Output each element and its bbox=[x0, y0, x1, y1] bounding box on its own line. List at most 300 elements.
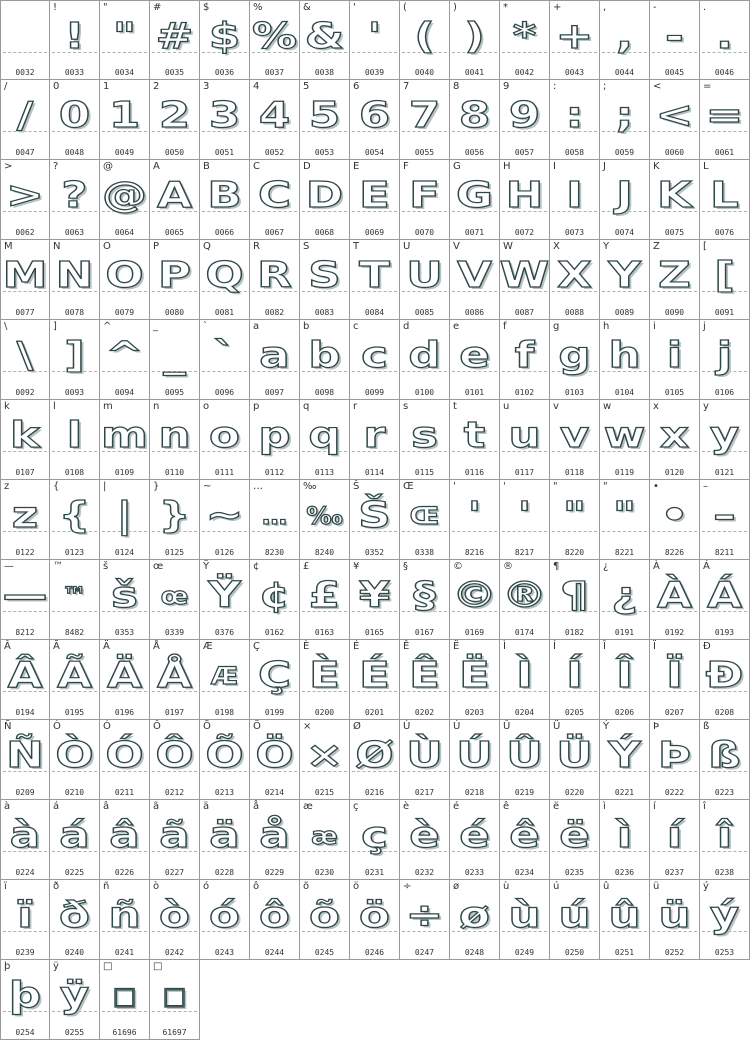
glyph-cell[interactable] bbox=[400, 400, 450, 480]
glyph-cell[interactable] bbox=[50, 800, 100, 880]
character-label: x bbox=[653, 401, 659, 412]
glyph-cell[interactable] bbox=[500, 720, 550, 800]
glyph-preview: Ó bbox=[105, 735, 144, 776]
character-code: 8212 bbox=[15, 628, 35, 637]
glyph-cell[interactable] bbox=[250, 480, 300, 560]
glyph-cell[interactable] bbox=[400, 800, 450, 880]
glyph-cell[interactable] bbox=[650, 400, 700, 480]
glyph-cell[interactable] bbox=[350, 400, 400, 480]
glyph-cell[interactable] bbox=[0, 160, 50, 240]
character-code: 0251 bbox=[614, 948, 635, 957]
glyph-cell[interactable] bbox=[200, 880, 250, 960]
glyph-cell[interactable] bbox=[150, 720, 200, 800]
character-code: 0032 bbox=[15, 68, 35, 77]
glyph-cell[interactable] bbox=[150, 640, 200, 720]
character-label: ^ bbox=[103, 321, 112, 332]
glyph-cell[interactable] bbox=[500, 80, 550, 160]
glyph-preview: = bbox=[705, 95, 744, 136]
character-label: ñ bbox=[103, 881, 110, 892]
glyph-cell[interactable] bbox=[450, 800, 500, 880]
glyph-cell[interactable] bbox=[200, 80, 250, 160]
character-code: 0077 bbox=[15, 308, 35, 317]
glyph-cell[interactable] bbox=[200, 320, 250, 400]
glyph-cell[interactable] bbox=[650, 160, 700, 240]
character-label: £ bbox=[303, 561, 310, 572]
glyph-cell[interactable] bbox=[450, 160, 500, 240]
glyph-cell[interactable] bbox=[350, 560, 400, 640]
glyph-cell[interactable] bbox=[550, 800, 600, 880]
glyph-cell[interactable] bbox=[200, 160, 250, 240]
glyph-preview: 8 bbox=[458, 95, 491, 136]
character-label: 9 bbox=[503, 81, 510, 92]
glyph-cell[interactable] bbox=[550, 320, 600, 400]
character-label: ä bbox=[203, 801, 210, 812]
glyph-cell[interactable] bbox=[100, 400, 150, 480]
character-code: 0069 bbox=[364, 228, 385, 237]
glyph-cell[interactable] bbox=[500, 640, 550, 720]
glyph-preview: Î bbox=[616, 655, 633, 696]
glyph-cell[interactable] bbox=[0, 240, 50, 320]
character-code: 0124 bbox=[114, 548, 135, 557]
glyph-cell[interactable] bbox=[250, 400, 300, 480]
glyph-preview: { bbox=[58, 495, 91, 536]
character-code: 0193 bbox=[714, 628, 735, 637]
glyph-cell[interactable] bbox=[650, 880, 700, 960]
glyph-cell[interactable] bbox=[0, 640, 50, 720]
glyph-cell[interactable] bbox=[300, 80, 350, 160]
glyph-cell[interactable] bbox=[150, 160, 200, 240]
glyph-cell[interactable] bbox=[400, 560, 450, 640]
glyph-cell[interactable] bbox=[250, 640, 300, 720]
glyph-cell[interactable] bbox=[50, 0, 100, 80]
glyph-cell[interactable] bbox=[100, 160, 150, 240]
glyph-cell[interactable] bbox=[500, 0, 550, 80]
glyph-preview: Õ bbox=[205, 735, 244, 776]
glyph-cell[interactable] bbox=[550, 240, 600, 320]
character-label: U bbox=[403, 241, 411, 252]
glyph-cell[interactable] bbox=[700, 720, 750, 800]
character-code: 0090 bbox=[664, 308, 685, 317]
character-label: Y bbox=[603, 241, 610, 252]
glyph-cell[interactable] bbox=[600, 640, 650, 720]
glyph-cell[interactable] bbox=[0, 80, 50, 160]
glyph-cell[interactable] bbox=[650, 80, 700, 160]
glyph-cell[interactable] bbox=[450, 880, 500, 960]
character-label: E bbox=[353, 161, 360, 172]
glyph-preview: Ú bbox=[456, 735, 493, 776]
glyph-cell[interactable] bbox=[50, 880, 100, 960]
glyph-cell[interactable] bbox=[300, 320, 350, 400]
glyph-cell[interactable] bbox=[650, 640, 700, 720]
glyph-cell[interactable] bbox=[200, 640, 250, 720]
character-code: 0062 bbox=[15, 228, 35, 237]
glyph-cell[interactable] bbox=[700, 320, 750, 400]
glyph-cell[interactable] bbox=[700, 400, 750, 480]
glyph-preview: þ bbox=[8, 975, 42, 1016]
character-code: 0200 bbox=[314, 708, 335, 717]
character-label: è bbox=[403, 801, 410, 812]
character-code: 0209 bbox=[15, 788, 35, 797]
glyph-cell[interactable] bbox=[500, 240, 550, 320]
glyph-cell[interactable] bbox=[450, 0, 500, 80]
character-code: 0239 bbox=[15, 948, 35, 957]
glyph-cell[interactable] bbox=[400, 480, 450, 560]
character-label: □ bbox=[153, 961, 163, 972]
character-label: 7 bbox=[403, 81, 410, 92]
glyph-preview: æ bbox=[311, 822, 338, 850]
glyph-cell[interactable] bbox=[200, 720, 250, 800]
glyph-preview: N bbox=[55, 255, 94, 296]
character-label: Ì bbox=[503, 641, 506, 652]
glyph-preview: H bbox=[505, 175, 544, 216]
glyph-preview: P bbox=[157, 255, 191, 296]
character-label: k bbox=[4, 401, 10, 412]
glyph-cell[interactable] bbox=[350, 0, 400, 80]
glyph-cell[interactable] bbox=[50, 720, 100, 800]
character-label: 6 bbox=[353, 81, 360, 92]
glyph-cell[interactable] bbox=[400, 80, 450, 160]
glyph-cell[interactable] bbox=[350, 80, 400, 160]
glyph-cell[interactable] bbox=[250, 880, 300, 960]
glyph-cell[interactable] bbox=[0, 560, 50, 640]
glyph-cell[interactable] bbox=[50, 480, 100, 560]
character-code: 0174 bbox=[514, 628, 535, 637]
glyph-preview: w bbox=[603, 415, 646, 456]
character-code: 0051 bbox=[214, 148, 235, 157]
character-label: d bbox=[403, 321, 410, 332]
glyph-cell[interactable] bbox=[550, 480, 600, 560]
glyph-cell[interactable] bbox=[700, 560, 750, 640]
glyph-cell[interactable] bbox=[350, 800, 400, 880]
glyph-cell[interactable] bbox=[50, 400, 100, 480]
glyph-cell[interactable] bbox=[650, 560, 700, 640]
character-label: q bbox=[303, 401, 310, 412]
glyph-cell[interactable] bbox=[600, 0, 650, 80]
glyph-cell[interactable] bbox=[0, 0, 50, 80]
glyph-cell[interactable] bbox=[100, 240, 150, 320]
glyph-cell[interactable] bbox=[400, 240, 450, 320]
glyph-cell[interactable] bbox=[700, 800, 750, 880]
glyph-cell[interactable] bbox=[100, 560, 150, 640]
glyph-preview: ® bbox=[502, 575, 547, 616]
glyph-cell[interactable] bbox=[100, 80, 150, 160]
character-code: 0084 bbox=[364, 308, 385, 317]
character-label: ô bbox=[253, 881, 260, 892]
character-code: 0054 bbox=[364, 148, 385, 157]
glyph-cell[interactable] bbox=[100, 320, 150, 400]
glyph-cell[interactable] bbox=[200, 560, 250, 640]
glyph-cell[interactable] bbox=[300, 560, 350, 640]
glyph-cell[interactable] bbox=[500, 320, 550, 400]
glyph-cell[interactable] bbox=[400, 160, 450, 240]
glyph-preview: 5 bbox=[308, 95, 341, 136]
glyph-preview: l bbox=[66, 415, 83, 456]
character-code: 0049 bbox=[114, 148, 135, 157]
glyph-preview: & bbox=[304, 16, 345, 57]
glyph-cell[interactable] bbox=[450, 400, 500, 480]
glyph-cell[interactable] bbox=[700, 480, 750, 560]
glyph-cell[interactable] bbox=[550, 640, 600, 720]
character-label: 4 bbox=[253, 81, 260, 92]
glyph-cell[interactable] bbox=[100, 800, 150, 880]
character-code: 0043 bbox=[564, 68, 585, 77]
glyph-cell[interactable] bbox=[400, 320, 450, 400]
character-code: 0094 bbox=[114, 388, 135, 397]
glyph-cell[interactable] bbox=[0, 720, 50, 800]
glyph-cell[interactable] bbox=[50, 960, 100, 1040]
glyph-cell[interactable] bbox=[250, 800, 300, 880]
glyph-cell[interactable] bbox=[100, 880, 150, 960]
character-code: 0074 bbox=[614, 228, 635, 237]
character-code: 0075 bbox=[664, 228, 685, 237]
glyph-preview: ? bbox=[61, 175, 88, 216]
glyph-cell[interactable] bbox=[150, 960, 200, 1040]
glyph-cell[interactable] bbox=[350, 480, 400, 560]
glyph-cell[interactable] bbox=[600, 320, 650, 400]
character-label: Š bbox=[353, 481, 360, 492]
character-label: © bbox=[453, 561, 463, 572]
character-label: " bbox=[603, 481, 608, 492]
glyph-cell[interactable] bbox=[400, 0, 450, 80]
glyph-cell[interactable] bbox=[300, 640, 350, 720]
character-code: 8240 bbox=[314, 548, 335, 557]
character-label: ß bbox=[703, 721, 710, 732]
glyph-preview: ¥ bbox=[358, 575, 391, 616]
character-code: 0218 bbox=[464, 788, 485, 797]
glyph-cell[interactable] bbox=[250, 0, 300, 80]
glyph-cell[interactable] bbox=[350, 160, 400, 240]
glyph-cell[interactable] bbox=[50, 240, 100, 320]
glyph-cell[interactable] bbox=[50, 80, 100, 160]
glyph-cell[interactable] bbox=[250, 320, 300, 400]
glyph-cell[interactable] bbox=[700, 0, 750, 80]
glyph-cell[interactable] bbox=[400, 720, 450, 800]
glyph-cell[interactable] bbox=[0, 960, 50, 1040]
character-code: 0092 bbox=[15, 388, 35, 397]
character-code: 0112 bbox=[264, 468, 285, 477]
character-code: 8217 bbox=[514, 548, 535, 557]
glyph-cell[interactable] bbox=[200, 400, 250, 480]
glyph-cell[interactable] bbox=[450, 80, 500, 160]
character-code: 0214 bbox=[264, 788, 285, 797]
glyph-cell[interactable] bbox=[550, 160, 600, 240]
glyph-preview: □ bbox=[162, 982, 187, 1010]
glyph-cell[interactable] bbox=[500, 480, 550, 560]
glyph-cell[interactable] bbox=[450, 240, 500, 320]
glyph-cell[interactable] bbox=[650, 800, 700, 880]
glyph-cell[interactable] bbox=[150, 80, 200, 160]
glyph-cell[interactable] bbox=[650, 320, 700, 400]
glyph-cell[interactable] bbox=[550, 400, 600, 480]
character-label: – bbox=[703, 481, 708, 492]
glyph-cell[interactable] bbox=[350, 320, 400, 400]
glyph-cell[interactable] bbox=[250, 160, 300, 240]
glyph-cell[interactable] bbox=[300, 800, 350, 880]
glyph-preview: t bbox=[463, 415, 486, 456]
glyph-cell[interactable] bbox=[600, 880, 650, 960]
character-code: 0195 bbox=[64, 708, 85, 717]
character-label: × bbox=[303, 721, 312, 732]
glyph-cell[interactable] bbox=[300, 880, 350, 960]
glyph-cell[interactable] bbox=[450, 320, 500, 400]
character-label: n bbox=[153, 401, 160, 412]
glyph-cell[interactable] bbox=[350, 640, 400, 720]
character-code: 8211 bbox=[714, 548, 735, 557]
character-label: Ö bbox=[253, 721, 261, 732]
glyph-cell[interactable] bbox=[550, 80, 600, 160]
glyph-cell[interactable] bbox=[650, 480, 700, 560]
glyph-cell[interactable] bbox=[200, 480, 250, 560]
character-label: y bbox=[703, 401, 709, 412]
glyph-cell[interactable] bbox=[100, 480, 150, 560]
glyph-cell[interactable] bbox=[50, 560, 100, 640]
glyph-cell[interactable] bbox=[450, 480, 500, 560]
glyph-cell[interactable] bbox=[50, 320, 100, 400]
glyph-cell[interactable] bbox=[500, 800, 550, 880]
glyph-preview: Y bbox=[608, 255, 641, 296]
glyph-cell[interactable] bbox=[100, 960, 150, 1040]
character-code: 0192 bbox=[664, 628, 685, 637]
glyph-cell[interactable] bbox=[600, 480, 650, 560]
glyph-cell[interactable] bbox=[150, 400, 200, 480]
glyph-cell[interactable] bbox=[650, 720, 700, 800]
glyph-cell[interactable] bbox=[100, 640, 150, 720]
glyph-cell[interactable] bbox=[150, 800, 200, 880]
glyph-cell[interactable] bbox=[300, 720, 350, 800]
glyph-cell[interactable] bbox=[700, 80, 750, 160]
glyph-cell[interactable] bbox=[300, 160, 350, 240]
glyph-cell[interactable] bbox=[550, 720, 600, 800]
glyph-cell[interactable] bbox=[700, 160, 750, 240]
glyph-cell[interactable] bbox=[350, 880, 400, 960]
character-code: 0219 bbox=[514, 788, 535, 797]
character-code: 0235 bbox=[564, 868, 585, 877]
character-code: 0107 bbox=[15, 468, 35, 477]
glyph-cell[interactable] bbox=[500, 880, 550, 960]
character-code: 0067 bbox=[264, 228, 285, 237]
glyph-cell[interactable] bbox=[550, 560, 600, 640]
glyph-cell[interactable] bbox=[600, 240, 650, 320]
glyph-preview: É bbox=[359, 655, 390, 696]
glyph-preview: , bbox=[615, 16, 634, 57]
glyph-cell[interactable] bbox=[150, 880, 200, 960]
glyph-cell[interactable] bbox=[200, 800, 250, 880]
character-code: 0105 bbox=[664, 388, 685, 397]
character-label: m bbox=[103, 401, 113, 412]
character-code: 0108 bbox=[64, 468, 85, 477]
glyph-cell[interactable] bbox=[600, 560, 650, 640]
glyph-cell[interactable] bbox=[300, 480, 350, 560]
glyph-cell[interactable] bbox=[250, 240, 300, 320]
glyph-preview: " bbox=[562, 495, 587, 536]
glyph-preview: i bbox=[666, 335, 683, 376]
character-code: 0204 bbox=[514, 708, 535, 717]
glyph-cell[interactable] bbox=[50, 640, 100, 720]
glyph-cell[interactable] bbox=[0, 800, 50, 880]
glyph-cell[interactable] bbox=[450, 640, 500, 720]
glyph-cell[interactable] bbox=[600, 160, 650, 240]
character-label: æ bbox=[303, 801, 313, 812]
glyph-cell[interactable] bbox=[200, 240, 250, 320]
glyph-preview: L bbox=[710, 175, 739, 216]
glyph-cell[interactable] bbox=[600, 800, 650, 880]
character-label: Ý bbox=[603, 721, 610, 732]
glyph-cell[interactable] bbox=[550, 880, 600, 960]
character-code: 0338 bbox=[414, 548, 435, 557]
glyph-cell[interactable] bbox=[700, 240, 750, 320]
character-code: 0246 bbox=[364, 948, 385, 957]
glyph-cell[interactable] bbox=[650, 240, 700, 320]
glyph-preview: E bbox=[359, 175, 390, 216]
glyph-cell[interactable] bbox=[150, 560, 200, 640]
glyph-cell[interactable] bbox=[300, 400, 350, 480]
glyph-cell[interactable] bbox=[200, 0, 250, 80]
character-code: 0252 bbox=[664, 948, 685, 957]
glyph-cell[interactable] bbox=[550, 0, 600, 80]
glyph-cell[interactable] bbox=[0, 320, 50, 400]
glyph-preview: g bbox=[558, 335, 591, 376]
glyph-cell[interactable] bbox=[400, 880, 450, 960]
glyph-cell[interactable] bbox=[150, 240, 200, 320]
glyph-cell[interactable] bbox=[150, 480, 200, 560]
glyph-cell[interactable] bbox=[600, 80, 650, 160]
glyph-preview: I bbox=[566, 175, 583, 216]
character-code: 0083 bbox=[314, 308, 335, 317]
glyph-cell[interactable] bbox=[500, 400, 550, 480]
glyph-cell[interactable] bbox=[250, 80, 300, 160]
glyph-cell[interactable] bbox=[600, 720, 650, 800]
glyph-cell[interactable] bbox=[250, 560, 300, 640]
glyph-cell[interactable] bbox=[700, 880, 750, 960]
glyph-preview: % bbox=[251, 16, 298, 57]
character-label: \ bbox=[4, 321, 8, 332]
glyph-cell[interactable] bbox=[500, 160, 550, 240]
character-label: a bbox=[253, 321, 260, 332]
glyph-cell[interactable] bbox=[700, 640, 750, 720]
character-label: Ï bbox=[653, 641, 656, 652]
glyph-cell[interactable] bbox=[350, 240, 400, 320]
glyph-cell[interactable] bbox=[0, 480, 50, 560]
glyph-cell[interactable] bbox=[150, 320, 200, 400]
glyph-cell[interactable] bbox=[0, 400, 50, 480]
glyph-cell[interactable] bbox=[100, 0, 150, 80]
glyph-cell[interactable] bbox=[100, 720, 150, 800]
character-code: 0091 bbox=[714, 308, 735, 317]
glyph-cell[interactable] bbox=[350, 720, 400, 800]
glyph-cell[interactable] bbox=[50, 160, 100, 240]
glyph-cell[interactable] bbox=[0, 880, 50, 960]
character-code: 0210 bbox=[64, 788, 85, 797]
glyph-cell[interactable] bbox=[250, 720, 300, 800]
glyph-preview: R bbox=[257, 255, 292, 296]
glyph-cell[interactable] bbox=[150, 0, 200, 80]
glyph-cell[interactable] bbox=[300, 240, 350, 320]
character-label: c bbox=[353, 321, 359, 332]
character-label: 8 bbox=[453, 81, 460, 92]
glyph-preview: Ã bbox=[57, 655, 92, 696]
glyph-preview: h bbox=[608, 335, 641, 376]
glyph-cell[interactable] bbox=[300, 0, 350, 80]
glyph-cell[interactable] bbox=[400, 640, 450, 720]
glyph-cell[interactable] bbox=[650, 0, 700, 80]
glyph-cell[interactable] bbox=[450, 560, 500, 640]
glyph-cell[interactable] bbox=[600, 400, 650, 480]
glyph-cell[interactable] bbox=[450, 720, 500, 800]
glyph-cell[interactable] bbox=[500, 560, 550, 640]
character-label: ï bbox=[4, 881, 7, 892]
character-code: 0162 bbox=[264, 628, 285, 637]
character-code: 0085 bbox=[414, 308, 435, 317]
